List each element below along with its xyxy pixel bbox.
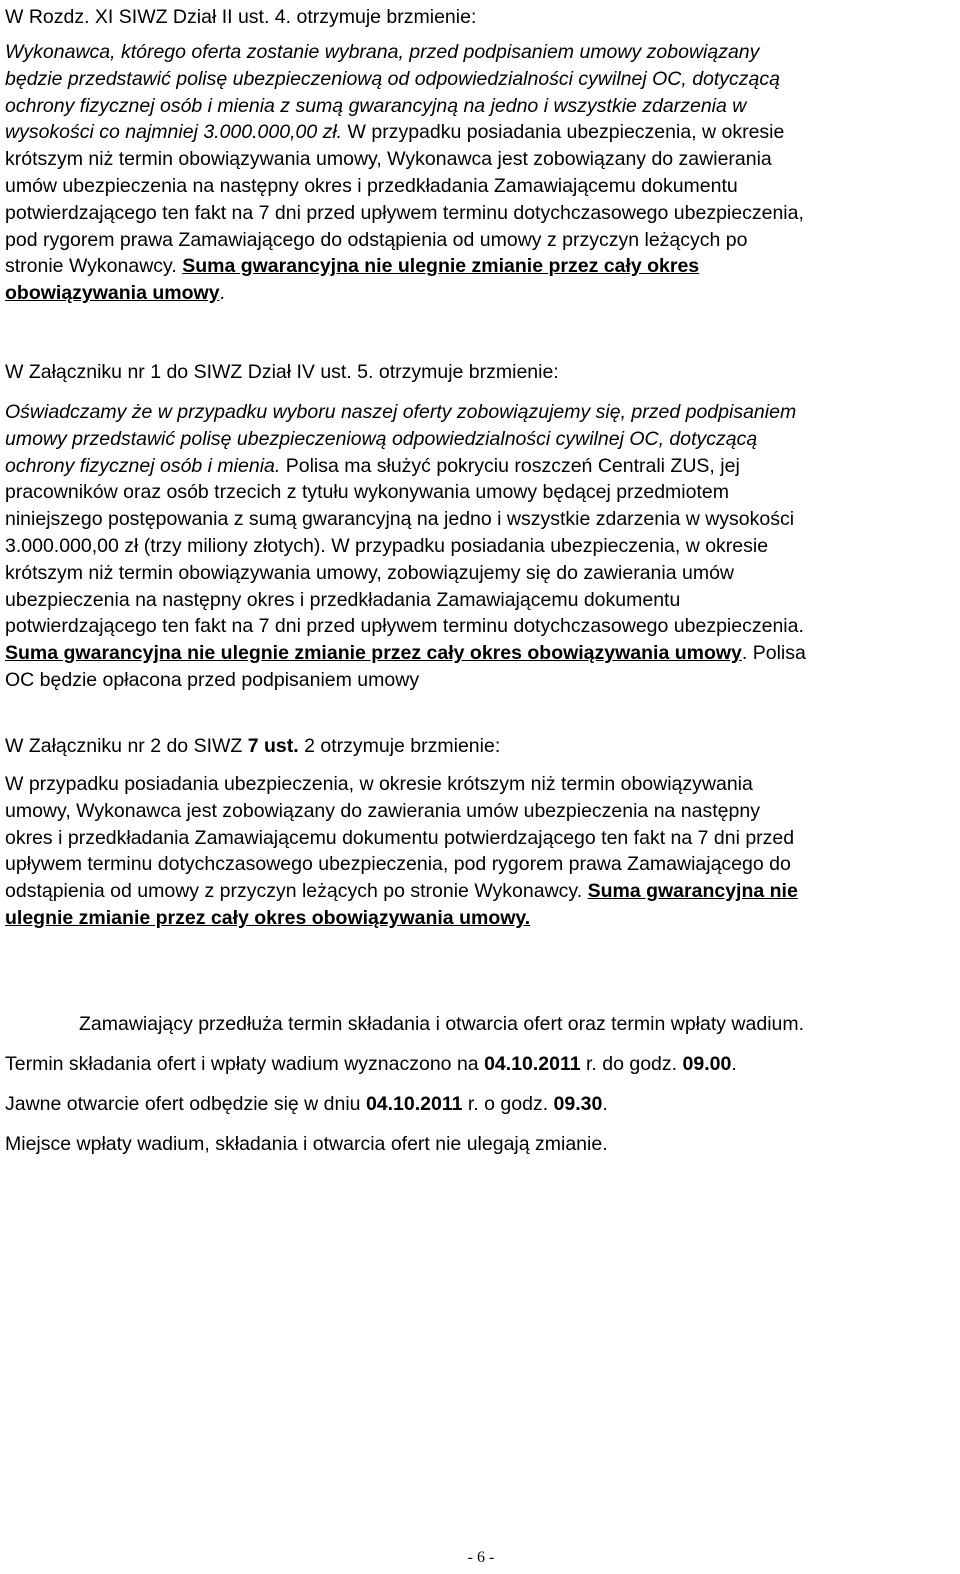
notice-text: r. do godz. xyxy=(580,1053,683,1075)
section1-line xyxy=(5,253,804,280)
section2-line: Oświadczamy że w przypadku wyboru naszej oferty zobowiązujemy się, przed podpisaniem xyxy=(5,401,797,423)
opening-time: 09.30 xyxy=(553,1093,603,1115)
section1-emphasis: obowiązywania umowy xyxy=(5,282,220,305)
section1-heading: W Rozdz. XI SIWZ Dział II ust. 4. otrzymuje brzmienie: xyxy=(5,6,477,28)
section1-line-part: wysokości co najmniej 3.000.000,00 zł. xyxy=(5,121,343,144)
notice-text: . xyxy=(731,1053,737,1075)
section3-heading-part: 2 otrzymuje brzmienie: xyxy=(298,735,501,757)
section1-line xyxy=(5,119,804,146)
section1-line-part: W przypadku posiadania ubezpieczenia, w okresie xyxy=(347,121,785,144)
notice-extension: Zamawiający przedłuża termin składania i otwarcia ofert oraz termin wpłaty wadium. xyxy=(79,1013,805,1035)
section2-line-part: . Polisa xyxy=(741,642,806,665)
section1-line: pod rygorem prawa Zamawiającego do odstąpienia od umowy z przyczyn leżących po xyxy=(5,228,748,251)
section2-line: krótszym niż termin obowiązywania umowy, zobowiązujemy się do zawierania umów xyxy=(5,561,735,584)
section1-line xyxy=(5,280,804,307)
notice-text: Jawne otwarcie ofert odbędzie się w dniu xyxy=(5,1093,366,1115)
section2-heading: W Załączniku nr 1 do SIWZ Dział IV ust. 5. otrzymuje brzmienie: xyxy=(5,361,559,383)
notice-text: Termin składania ofert i wpłaty wadium wyznaczono na xyxy=(5,1053,485,1075)
notice-opening xyxy=(5,1091,608,1118)
section2-line: pracowników oraz osób trzecich z tytułu wykonywania umowy będącej przedmiotem xyxy=(5,481,729,504)
section2-emphasis: Suma gwarancyjna nie ulegnie zmianie przez cały okres obowiązywania umowy xyxy=(5,642,742,665)
section3-body xyxy=(5,771,798,932)
section3-line: W przypadku posiadania ubezpieczenia, w okresie krótszym niż termin obowiązywania xyxy=(5,773,753,795)
opening-date: 04.10.2011 xyxy=(365,1093,463,1115)
section3-emphasis: Suma gwarancyjna nie xyxy=(587,880,798,903)
section2-line: potwierdzającego ten fakt na 7 dni przed upływem terminu dotychczasowego ubezpieczenia. xyxy=(5,615,804,638)
section1-line: umów ubezpieczenia na następny okres i przedkładania Zamawiającemu dokumentu xyxy=(5,174,738,197)
section2-line-part: ochrony fizycznej osób i mienia. xyxy=(5,454,281,477)
section2-line: OC będzie opłacona przed podpisaniem umowy xyxy=(5,668,420,691)
section2-line-part: 3.000.000,00 zł (trzy miliony złotych). xyxy=(5,534,326,557)
section2-line-part: Polisa ma służyć pokryciu roszczeń Centrali ZUS, jej xyxy=(285,454,740,477)
notice-text: r. o godz. xyxy=(462,1093,554,1115)
notice-text: . xyxy=(602,1093,608,1115)
page-number: - 6 - xyxy=(467,1549,495,1566)
notice-deadline xyxy=(5,1051,737,1078)
section1-line: potwierdzającego ten fakt na 7 dni przed upływem terminu dotychczasowego ubezpieczenia, xyxy=(5,201,804,224)
section3-line: umowy, Wykonawca jest zobowiązany do zawierania umów ubezpieczenia na następny xyxy=(5,799,760,822)
section2-body xyxy=(5,399,806,694)
notice-unchanged: Miejsce wpłaty wadium, składania i otwarcia ofert nie ulegają zmianie. xyxy=(5,1133,608,1155)
section1-line: ochrony fizycznej osób i mienia z sumą gwarancyjną na jedno i wszystkie zdarzenia w xyxy=(5,94,747,117)
section2-line xyxy=(5,453,806,480)
section2-line xyxy=(5,533,806,560)
section3-heading-part: 7 ust. xyxy=(247,735,299,757)
deadline-time: 09.00 xyxy=(682,1053,732,1075)
section1-emphasis: Suma gwarancyjna nie ulegnie zmianie przez cały okres xyxy=(182,255,700,278)
section3-line-part: odstąpienia od umowy z przyczyn leżących po stronie Wykonawcy. xyxy=(5,880,583,903)
section1-line: Wykonawca, którego oferta zostanie wybrana, przed podpisaniem umowy zobowiązany xyxy=(5,41,760,63)
section1-body xyxy=(5,39,804,307)
section3-line: upływem terminu dotychczasowego ubezpieczenia, pod rygorem prawa Zamawiającego do xyxy=(5,853,791,876)
section2-line xyxy=(5,640,806,667)
section1-line-part: stronie Wykonawcy. xyxy=(5,255,177,278)
section3-heading xyxy=(5,733,500,760)
section3-emphasis: ulegnie zmianie przez cały okres obowiązywania umowy. xyxy=(5,906,531,929)
section2-line: niniejszego postępowania z sumą gwarancyjną na jedno i wszystkie zdarzenia w wysokości xyxy=(5,508,795,531)
section3-line xyxy=(5,878,798,905)
deadline-date: 04.10.2011 xyxy=(484,1053,581,1075)
section1-line: będzie przedstawić polisę ubezpieczeniową od odpowiedzialności cywilnej OC, dotyczącą xyxy=(5,67,781,90)
section2-line: umowy przedstawić polisę ubezpieczeniową odpowiedzialności cywilnej OC, dotyczącą xyxy=(5,427,758,450)
section1-line: krótszym niż termin obowiązywania umowy, Wykonawca jest zobowiązany do zawierania xyxy=(5,148,772,171)
section3-heading-part: W Załączniku nr 2 do SIWZ xyxy=(5,735,248,757)
section1-line-part: . xyxy=(219,282,225,305)
section2-line: ubezpieczenia na następny okres i przedkładania Zamawiającemu dokumentu xyxy=(5,588,681,611)
section2-line-part: W przypadku posiadania ubezpieczenia, w okresie xyxy=(331,534,769,557)
section3-line: okres i przedkładania Zamawiającemu dokumentu potwierdzającego ten fakt na 7 dni przed xyxy=(5,826,795,849)
